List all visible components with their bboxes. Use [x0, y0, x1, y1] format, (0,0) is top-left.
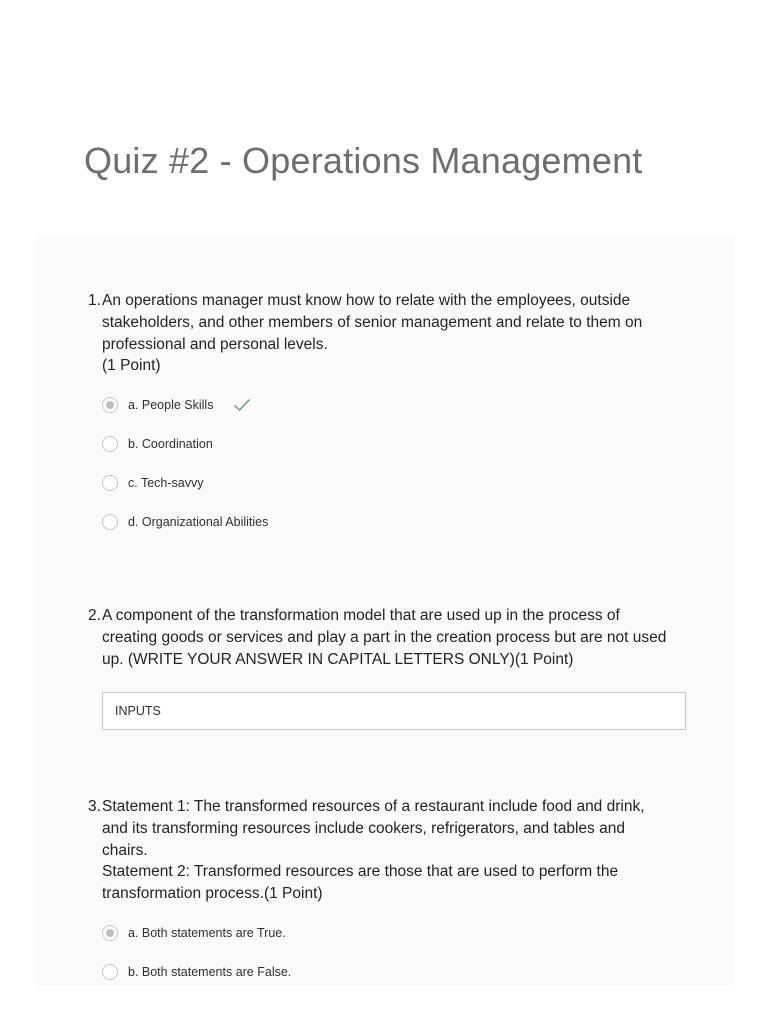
question-2-line: creating goods or services and play a part in the creation process but are not used	[102, 628, 667, 646]
question-2	[88, 605, 688, 730]
question-3-line: and its transforming resources include cookers, refrigerators, and tables and	[102, 819, 625, 837]
answer-input[interactable]: INPUTS	[102, 692, 686, 730]
radio-button[interactable]	[102, 475, 118, 491]
question-1-line: professional and personal levels.	[102, 335, 328, 353]
question-1	[88, 290, 688, 551]
question-3-line: chairs.	[102, 841, 148, 859]
option-people-skills[interactable]	[102, 395, 688, 415]
question-1-options	[88, 395, 688, 532]
question-3-line: transformation process.(1 Point)	[102, 885, 323, 903]
question-3-text	[88, 796, 688, 905]
page-title: Quiz #2 - Operations Management	[84, 140, 643, 181]
radio-selected[interactable]	[102, 925, 118, 941]
option-tech-savvy[interactable]	[102, 473, 688, 493]
radio-button[interactable]	[102, 436, 118, 452]
question-2-line: A component of the transformation model that are used up in the process of	[102, 607, 620, 624]
question-1-points: (1 Point)	[102, 357, 161, 375]
option-label: b. Coordination	[128, 437, 213, 452]
question-1-number: 1.	[88, 292, 101, 309]
question-3-line: Statement 2: Transformed resources are those that are used to perform the	[102, 863, 619, 881]
question-1-text	[88, 290, 688, 377]
question-1-line: An operations manager must know how to relate with the employees, outside	[102, 292, 631, 309]
option-organizational-abilities[interactable]	[102, 512, 688, 532]
question-3-line: Statement 1: The transformed resources of a restaurant include food and drink,	[102, 798, 645, 815]
option-coordination[interactable]	[102, 434, 688, 454]
question-1-line: stakeholders, and other members of senior management and relate to them on	[102, 313, 643, 331]
radio-button[interactable]	[102, 514, 118, 530]
form-card	[36, 236, 734, 986]
option-label: a. Both statements are True.	[128, 925, 286, 940]
option-label: a. People Skills	[128, 398, 214, 413]
option-label: b. Both statements are False.	[128, 964, 292, 979]
question-2-text	[88, 605, 688, 670]
question-2-number: 2.	[88, 607, 101, 624]
radio-selected[interactable]	[102, 397, 118, 413]
check-icon	[233, 398, 251, 412]
question-3-options	[88, 923, 688, 982]
option-label: c. Tech-savvy	[128, 476, 204, 491]
question-3-number: 3.	[88, 798, 101, 815]
option-both-true[interactable]	[102, 923, 688, 943]
question-3	[88, 796, 688, 1001]
option-label: d. Organizational Abilities	[128, 515, 269, 530]
question-2-line: up. (WRITE YOUR ANSWER IN CAPITAL LETTERS ONLY)(1 Point)	[102, 650, 574, 668]
option-both-false[interactable]	[102, 962, 688, 982]
radio-button[interactable]	[102, 964, 118, 980]
